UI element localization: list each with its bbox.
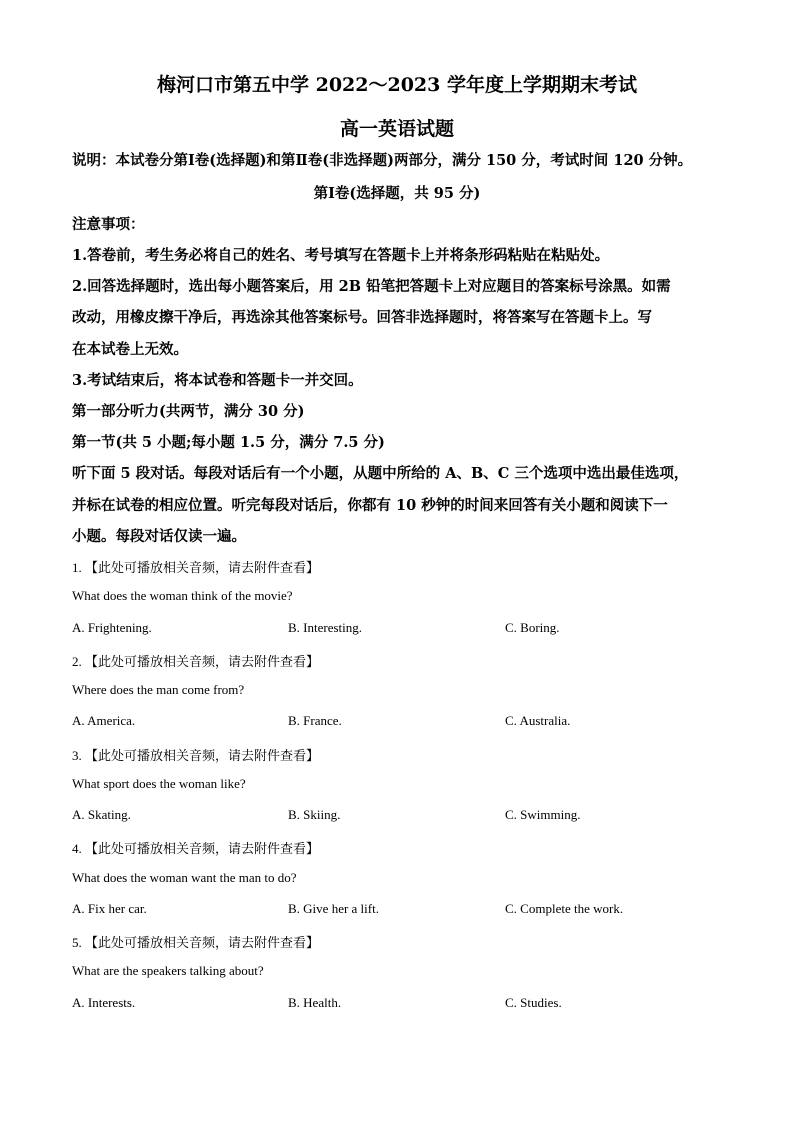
section-title: 第Ⅰ卷(选择题，共 95 分) <box>313 185 481 202</box>
question-4-audio-label: 4. 【此处可播放相关音频，请去附件查看】 <box>72 841 320 856</box>
question-3-option-b: B. Skiing. <box>288 807 341 822</box>
section-1-heading: 第一节(共 5 小题;每小题 1.5 分，满分 7.5 分) <box>72 434 385 451</box>
question-2-option-b: B. France. <box>288 713 342 728</box>
question-5-text: What are the speakers talking about? <box>72 963 264 978</box>
question-2-option-a: A. America. <box>72 713 136 728</box>
question-1-text: What does the woman think of the movie? <box>72 588 293 603</box>
notes-heading: 注意事项： <box>72 216 145 233</box>
note-1: 1.答卷前，考生务必将自己的姓名、考号填写在答题卡上并将条形码粘贴在粘贴处。 <box>72 247 610 264</box>
exam-description: 说明：本试卷分第Ⅰ卷(选择题)和第Ⅱ卷(非选择题)两部分，满分 150 分，考试时间 120 分钟。 <box>72 152 693 169</box>
question-2-text: Where does the man come from? <box>72 682 245 697</box>
question-3-option-a: A. Skating. <box>72 807 131 822</box>
question-2-audio-label: 2. 【此处可播放相关音频，请去附件查看】 <box>72 654 320 669</box>
question-3-text: What sport does the woman like? <box>72 776 246 791</box>
instruction-line-1: 听下面 5 段对话。每段对话后有一个小题，从题中所给的 A、B、C 三个选项中选出最佳选项， <box>72 465 689 482</box>
question-1-option-c: C. Boring. <box>505 620 560 635</box>
note-2-line-1: 2.回答选择题时，选出每小题答案后，用 2B 铅笔把答题卡上对应题目的答案标号涂黑。如需 <box>72 278 671 295</box>
question-3-audio-label: 3. 【此处可播放相关音频，请去附件查看】 <box>72 748 320 763</box>
question-1-option-b: B. Interesting. <box>288 620 363 635</box>
question-2-option-c: C. Australia. <box>505 713 571 728</box>
note-3: 3.考试结束后，将本试卷和答题卡一并交回。 <box>72 372 363 389</box>
question-1-audio-label: 1. 【此处可播放相关音频，请去附件查看】 <box>72 560 320 575</box>
question-5-option-a: A. Interests. <box>72 995 136 1010</box>
question-4-option-a: A. Fix her car. <box>72 901 147 916</box>
question-4-option-c: C. Complete the work. <box>505 901 624 916</box>
part-1-heading: 第一部分听力(共两节，满分 30 分) <box>72 403 305 420</box>
exam-subtitle: 高一英语试题 <box>339 118 454 140</box>
question-5-option-b: B. Health. <box>288 995 342 1010</box>
question-5-option-c: C. Studies. <box>505 995 562 1010</box>
question-3-option-c: C. Swimming. <box>505 807 581 822</box>
question-4-option-b: B. Give her a lift. <box>288 901 379 916</box>
instruction-line-2: 并标在试卷的相应位置。听完每段对话后，你都有 10 秒钟的时间来回答有关小题和阅读下一 <box>72 497 668 514</box>
question-4-text: What does the woman want the man to do? <box>72 870 297 885</box>
question-1-option-a: A. Frightening. <box>72 620 152 635</box>
note-2-line-2: 改动，用橡皮擦干净后，再选涂其他答案标号。回答非选择题时，将答案写在答题卡上。写 <box>72 309 652 326</box>
note-2-line-3: 在本试卷上无效。 <box>72 341 188 358</box>
question-5-audio-label: 5. 【此处可播放相关音频，请去附件查看】 <box>72 935 320 950</box>
instruction-line-3: 小题。每段对话仅读一遍。 <box>72 528 246 545</box>
exam-title: 梅河口市第五中学 2022～2023 学年度上学期期末考试 <box>157 74 637 96</box>
